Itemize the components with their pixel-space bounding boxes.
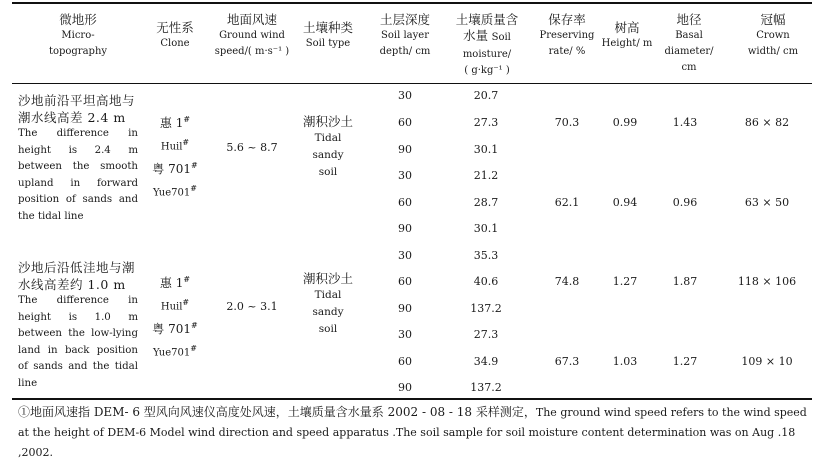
group-2-clones: 惠 1# Huil# 粤 701# Yue701# [152, 275, 198, 359]
table-bottom-rule [12, 398, 812, 400]
table-cell-moisture: 137.2 [470, 381, 502, 394]
table-cell-crown-width: 109 × 10 [741, 355, 793, 368]
table-cell-crown-width: 63 × 50 [744, 196, 790, 209]
table-cell-moisture: 27.3 [473, 116, 499, 129]
table-footnote: ①地面风速指 DEM- 6 型风向风速仪高度处风速，土壤质量含水量系 2002 - 08 - 18 采样测定，The ground wind speed refers to the wind speed at the height of DEM-6 Model wind direction and speed apparatus .The soil sample for soil moisture content determination was on Aug .18 ,2002. [18, 405, 807, 459]
header-basal-diameter: 地径 Basal diameter/ cm [664, 12, 714, 73]
table-cell-depth: 60 [398, 196, 412, 209]
header-crown-width: 冠幅 Crown width/ cm [747, 12, 799, 57]
table-cell-basal-diameter: 1.87 [672, 275, 698, 288]
group-2-topography: 沙地后沿低洼地与潮水线高差约 1.0 m The difference in height is 1.0 m between the low-lying land in back position of sands and the tidal line [18, 260, 138, 389]
table-cell-moisture: 30.1 [473, 222, 499, 235]
header-ground-wind-speed: 地面风速 Ground wind speed/( m·s⁻¹ ) [214, 12, 290, 57]
table-cell-height: 0.94 [612, 196, 638, 209]
table-cell-depth: 60 [398, 275, 412, 288]
table-top-rule [12, 2, 812, 4]
table-cell-preserving-rate: 70.3 [554, 116, 580, 129]
table-cell-preserving-rate: 62.1 [554, 196, 580, 209]
table-cell-depth: 90 [398, 381, 412, 394]
group-1-soil-type: 潮积沙土 Tidal sandy soil [302, 114, 353, 178]
table-cell-depth: 90 [398, 222, 412, 235]
table-cell-depth: 30 [398, 249, 412, 262]
table-cell-basal-diameter: 1.43 [672, 116, 698, 129]
table-cell-preserving-rate: 67.3 [554, 355, 580, 368]
group-2-soil-type: 潮积沙土 Tidal sandy soil [302, 271, 353, 335]
table-cell-moisture: 27.3 [473, 328, 499, 341]
table-cell-moisture: 30.1 [473, 143, 499, 156]
table-cell-moisture: 28.7 [473, 196, 499, 209]
table-cell-depth: 90 [398, 302, 412, 315]
table-cell-depth: 30 [398, 89, 412, 102]
header-soil-depth: 土层深度 Soil layer depth/ cm [379, 12, 431, 57]
table-cell-height: 1.03 [612, 355, 638, 368]
table-cell-depth: 30 [398, 169, 412, 182]
group-1-topography: 沙地前沿平坦高地与潮水线高差 2.4 m The difference in height is 2.4 m between the smooth upland in forward position of sands and the tidal line [18, 93, 138, 222]
table-cell-moisture: 20.7 [473, 89, 499, 102]
table-header-rule [12, 83, 812, 84]
group-1-wind-speed: 5.6 ~ 8.7 [226, 141, 278, 154]
header-clone: 无性系 Clone [156, 20, 194, 49]
table-cell-depth: 90 [398, 143, 412, 156]
header-micro-topography: 微地形 Micro- topography [48, 12, 108, 57]
table-cell-crown-width: 86 × 82 [744, 116, 790, 129]
table-cell-moisture: 137.2 [470, 302, 502, 315]
table-cell-moisture: 21.2 [473, 169, 499, 182]
table-cell-preserving-rate: 74.8 [554, 275, 580, 288]
table-cell-basal-diameter: 1.27 [672, 355, 698, 368]
table-cell-basal-diameter: 0.96 [672, 196, 698, 209]
table-cell-moisture: 34.9 [473, 355, 499, 368]
table-cell-height: 1.27 [612, 275, 638, 288]
header-soil-moisture: 土壤质量含 水量 Soil moisture/ ( g·kg⁻¹ ) [455, 12, 519, 76]
table-cell-moisture: 40.6 [473, 275, 499, 288]
header-soil-type: 土壤种类 Soil type [302, 20, 353, 49]
table-cell-depth: 30 [398, 328, 412, 341]
header-height: 树高 Height/ m [601, 20, 653, 49]
table-cell-crown-width: 118 × 106 [737, 275, 797, 288]
group-1-clones: 惠 1# Huil# 粤 701# Yue701# [152, 115, 198, 199]
table-cell-moisture: 35.3 [473, 249, 499, 262]
group-2-wind-speed: 2.0 ~ 3.1 [226, 300, 278, 313]
table-cell-depth: 60 [398, 116, 412, 129]
header-preserving-rate: 保存率 Preserving rate/ % [539, 12, 595, 57]
table-cell-height: 0.99 [612, 116, 638, 129]
table-cell-depth: 60 [398, 355, 412, 368]
